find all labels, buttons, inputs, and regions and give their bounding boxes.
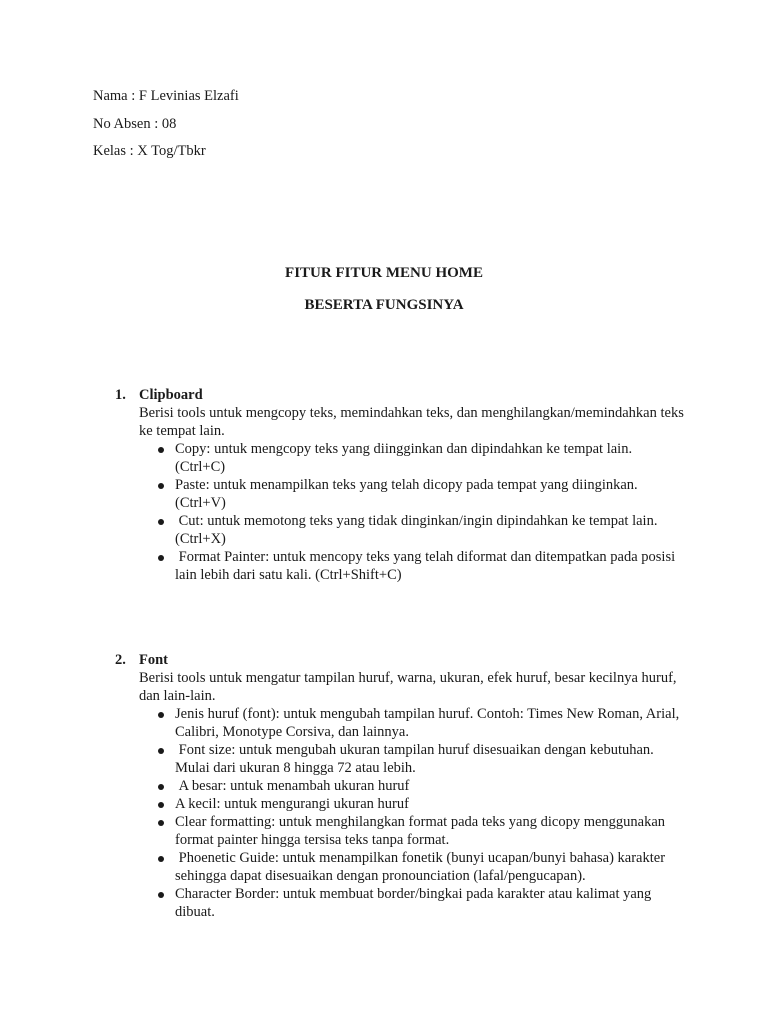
- section-clipboard: [115, 386, 685, 584]
- list-item-text: Cut: untuk memotong teks yang tidak dinginkan/ingin dipindahkan ke tempat lain. (Ctrl+X): [175, 513, 662, 547]
- section-font: [115, 651, 685, 921]
- bullet-list: [158, 705, 685, 921]
- bullet-icon: [158, 748, 164, 754]
- list-item: [158, 741, 685, 777]
- list-item-text: Format Painter: untuk mencopy teks yang telah diformat dan ditempatkan pada posisi lain lebih dari satu kali. (Ctrl+Shift+C): [175, 549, 679, 583]
- list-item-text: Paste: untuk menampilkan teks yang telah dicopy pada tempat yang diinginkan. (Ctrl+V): [175, 477, 638, 511]
- list-item: [158, 813, 685, 849]
- bullet-icon: [158, 820, 164, 826]
- bullet-icon: [158, 483, 164, 489]
- section-number: 2.: [115, 652, 126, 668]
- list-item-text: Font size: untuk mengubah ukuran tampilan huruf disesuaikan dengan kebutuhan. Mulai dari ukuran 8 hingga 72 atau lebih.: [175, 742, 658, 776]
- bullet-icon: [158, 892, 164, 898]
- list-item: [158, 512, 685, 548]
- list-item-text: Phoenetic Guide: untuk menampilkan fonetik (bunyi ucapan/bunyi bahasa) karakter sehingga dapat disesuaikan dengan pronounciation (lafal/pengucapan).: [175, 850, 669, 884]
- section-heading: [115, 651, 685, 669]
- list-item-text: Copy: untuk mengcopy teks yang diingginkan dan dipindahkan ke tempat lain. (Ctrl+C): [175, 441, 633, 475]
- bullet-icon: [158, 712, 164, 718]
- section-title: Clipboard: [139, 387, 203, 403]
- bullet-icon: [158, 447, 164, 453]
- document-title: FITUR FITUR MENU HOME: [285, 265, 483, 281]
- list-item-text: Jenis huruf (font): untuk mengubah tampilan huruf. Contoh: Times New Roman, Arial, Calibri, Monotype Corsiva, dan lainnya.: [175, 706, 680, 740]
- bullet-icon: [158, 555, 164, 561]
- section-description: Berisi tools untuk mengcopy teks, memindahkan teks, dan menghilangkan/memindahkan teks ke tempat lain.: [139, 405, 684, 439]
- bullet-list: [158, 440, 685, 584]
- student-class: Kelas : X Tog/Tbkr: [93, 143, 206, 159]
- list-item: [158, 849, 685, 885]
- list-item-text: Character Border: untuk membuat border/bingkai pada karakter atau kalimat yang dibuat.: [175, 886, 652, 920]
- bullet-icon: [158, 519, 164, 525]
- list-item: [158, 795, 685, 813]
- bullet-icon: [158, 802, 164, 808]
- bullet-icon: [158, 784, 164, 790]
- student-absen-number: No Absen : 08: [93, 116, 177, 132]
- document-subtitle: BESERTA FUNGSINYA: [304, 297, 464, 313]
- list-item: [158, 548, 685, 584]
- section-title: Font: [139, 652, 168, 668]
- section-heading: [115, 386, 685, 404]
- list-item-text: Clear formatting: untuk menghilangkan format pada teks yang dicopy menggunakan format painter hingga tersisa teks tanpa format.: [175, 814, 666, 848]
- list-item: [158, 476, 685, 512]
- list-item-text: A besar: untuk menambah ukuran huruf: [175, 778, 410, 794]
- student-name: Nama : F Levinias Elzafi: [93, 88, 239, 104]
- list-item: [158, 705, 685, 741]
- list-item: [158, 885, 685, 921]
- list-item-text: A kecil: untuk mengurangi ukuran huruf: [175, 796, 409, 812]
- section-description: Berisi tools untuk mengatur tampilan huruf, warna, ukuran, efek huruf, besar kecilnya huruf, dan lain-lain.: [139, 670, 677, 704]
- list-item: [158, 440, 685, 476]
- section-number: 1.: [115, 387, 126, 403]
- list-item: [158, 777, 685, 795]
- bullet-icon: [158, 856, 164, 862]
